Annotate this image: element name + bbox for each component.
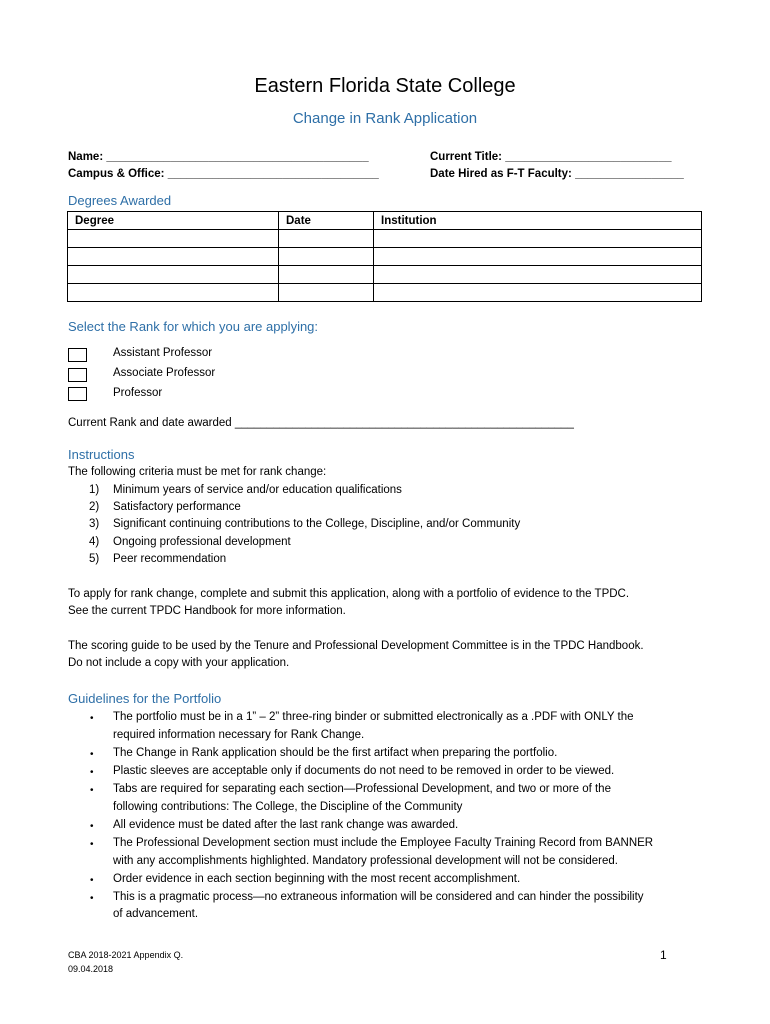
current-rank-field[interactable]: [68, 417, 574, 429]
institution-cell[interactable]: [374, 248, 702, 266]
institution-cell[interactable]: [374, 230, 702, 248]
table-row: [68, 230, 702, 248]
apply-paragraph-line: See the current TPDC Handbook for more information.: [68, 605, 346, 617]
current-title-label: Current Title:: [430, 151, 502, 163]
scoring-paragraph-line: Do not include a copy with your application.: [68, 657, 290, 669]
bullet-icon: •: [90, 893, 94, 904]
bullet-icon: •: [90, 785, 94, 796]
date-cell[interactable]: [279, 248, 374, 266]
guideline-line: required information necessary for Rank Change.: [113, 729, 365, 741]
degree-cell[interactable]: [68, 266, 279, 284]
degree-cell[interactable]: [68, 284, 279, 302]
column-header-date: Date: [279, 212, 374, 230]
guideline-line: The Professional Development section must include the Employee Faculty Training Record from BANNER: [113, 837, 654, 849]
guideline-line: This is a pragmatic process—no extraneous information will be considered and can hinder the possibility: [113, 891, 644, 903]
bullet-icon: •: [90, 875, 94, 886]
criteria-number: 2): [89, 501, 100, 513]
assistant-professor-checkbox[interactable]: [68, 348, 87, 362]
date-cell[interactable]: [279, 230, 374, 248]
degrees-heading: Degrees Awarded: [68, 193, 172, 208]
current-title-field[interactable]: [430, 151, 672, 163]
criteria-item: Significant continuing contributions to the College, Discipline, and/or Community: [113, 518, 521, 530]
current-rank-blank[interactable]: _____________________________________________________: [234, 417, 574, 429]
criteria-item: Minimum years of service and/or education qualifications: [113, 484, 402, 496]
name-field[interactable]: [68, 151, 369, 163]
criteria-item: Peer recommendation: [113, 553, 227, 565]
instructions-heading: Instructions: [68, 447, 135, 462]
associate-professor-label: Associate Professor: [113, 367, 216, 379]
date-hired-blank[interactable]: _________________: [575, 168, 684, 180]
date-hired-field[interactable]: [430, 168, 684, 180]
guideline-line: All evidence must be dated after the last rank change was awarded.: [113, 819, 459, 831]
rank-heading: Select the Rank for which you are applying:: [68, 319, 319, 334]
name-blank[interactable]: _________________________________________: [106, 151, 369, 163]
criteria-number: 4): [89, 536, 100, 548]
degrees-table: [67, 211, 702, 302]
scoring-paragraph-line: The scoring guide to be used by the Tenure and Professional Development Committee is in the TPDC Handbook.: [68, 640, 644, 652]
degree-cell[interactable]: [68, 230, 279, 248]
associate-professor-checkbox[interactable]: [68, 368, 87, 382]
guideline-line: of advancement.: [113, 908, 199, 920]
bullet-icon: •: [90, 821, 94, 832]
date-hired-label: Date Hired as F-T Faculty:: [430, 168, 572, 180]
apply-paragraph-line: To apply for rank change, complete and submit this application, along with a portfolio of evidence to the TPDC.: [68, 588, 630, 600]
guideline-line: with any accomplishments highlighted. Mandatory professional development will not be considered.: [113, 855, 619, 867]
table-row: [68, 248, 702, 266]
criteria-item: Ongoing professional development: [113, 536, 291, 548]
name-label: Name:: [68, 151, 104, 163]
campus-field[interactable]: [68, 168, 379, 180]
bullet-icon: •: [90, 749, 94, 760]
campus-label: Campus & Office:: [68, 168, 165, 180]
guideline-line: The Change in Rank application should be the first artifact when preparing the portfolio.: [113, 747, 558, 759]
criteria-item: Satisfactory performance: [113, 501, 241, 513]
table-header-row: [68, 212, 702, 230]
footer-doc-ref: CBA 2018-2021 Appendix Q.: [68, 950, 184, 960]
page-number: 1: [660, 948, 667, 962]
table-row: [68, 266, 702, 284]
institution-cell[interactable]: [374, 284, 702, 302]
date-cell[interactable]: [279, 266, 374, 284]
professor-label: Professor: [113, 387, 163, 399]
guideline-line: Order evidence in each section beginning with the most recent accomplishment.: [113, 873, 521, 885]
table-row: [68, 284, 702, 302]
bullet-icon: •: [90, 767, 94, 778]
campus-blank[interactable]: _________________________________: [167, 168, 379, 180]
degree-cell[interactable]: [68, 248, 279, 266]
bullet-icon: •: [90, 839, 94, 850]
guideline-line: Tabs are required for separating each section—Professional Development, and two or more of the: [113, 783, 611, 795]
current-rank-label: Current Rank and date awarded: [68, 417, 232, 429]
guideline-line: The portfolio must be in a 1” – 2” three-ring binder or submitted electronically as a .PDF with ONLY the: [113, 711, 634, 723]
date-cell[interactable]: [279, 284, 374, 302]
column-header-institution: Institution: [374, 212, 702, 230]
footer-date: 09.04.2018: [68, 964, 114, 974]
current-title-blank[interactable]: __________________________: [505, 151, 672, 163]
criteria-number: 3): [89, 518, 100, 530]
criteria-number: 1): [89, 484, 100, 496]
bullet-icon: •: [90, 713, 94, 724]
page-subtitle: Change in Rank Application: [292, 110, 478, 127]
criteria-number: 5): [89, 553, 100, 565]
column-header-degree: Degree: [68, 212, 279, 230]
guideline-line: following contributions: The College, the Discipline of the Community: [113, 801, 463, 813]
guideline-line: Plastic sleeves are acceptable only if documents do not need to be removed in order to be viewed.: [113, 765, 615, 777]
page-title: Eastern Florida State College: [254, 75, 516, 97]
institution-cell[interactable]: [374, 266, 702, 284]
guidelines-heading: Guidelines for the Portfolio: [68, 691, 222, 706]
assistant-professor-label: Assistant Professor: [113, 347, 213, 359]
instructions-intro: The following criteria must be met for rank change:: [68, 466, 327, 478]
professor-checkbox[interactable]: [68, 387, 87, 401]
